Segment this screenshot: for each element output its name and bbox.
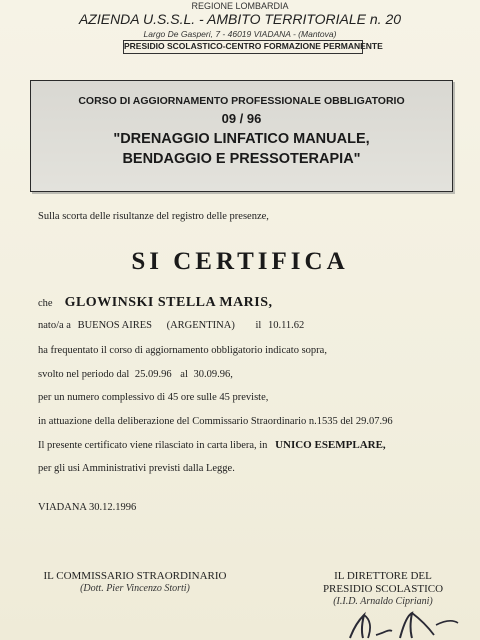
deliberation-text: in attuazione della deliberazione del Commissario Straordinario n.1535 del 29.07.96 xyxy=(38,416,393,427)
director-name: (I.I.D. Arnaldo Cipriani) xyxy=(333,596,433,607)
course-title: CORSO DI AGGIORNAMENTO PROFESSIONALE OBBLIGATORIO xyxy=(78,95,405,107)
release-line xyxy=(38,439,386,451)
handwritten-signature xyxy=(336,605,476,640)
period-line xyxy=(38,369,233,380)
birth-il: il xyxy=(255,320,262,331)
frequentato-text: ha frequentato il corso di aggiornamento obbligatorio indicato sopra, xyxy=(38,345,327,356)
commissioner-title: IL COMMISSARIO STRAORDINARIO xyxy=(43,570,227,582)
che-label: che xyxy=(38,298,53,309)
unique-copy-label: UNICO ESEMPLARE, xyxy=(275,439,386,451)
signature-block-right xyxy=(300,570,466,607)
period-prefix: svolto nel periodo dal xyxy=(38,369,130,380)
certifica-heading: SI CERTIFICA xyxy=(131,248,349,275)
intro-text: Sulla scorta delle risultanze del registro delle presenze, xyxy=(38,211,269,222)
period-date-to: 30.09.96, xyxy=(193,369,233,380)
certified-person-line xyxy=(38,293,273,311)
birth-city: BUENOS AIRES xyxy=(77,320,152,331)
period-al: al xyxy=(180,369,188,380)
birth-prefix: nato/a a xyxy=(38,320,71,331)
agency-address: Largo De Gasperi, 7 - 46019 VIADANA - (Mantova) xyxy=(143,29,337,39)
period-date-from: 25.09.96 xyxy=(134,369,172,380)
usage-text: per gli usi Amministrativi previsti dalla Legge. xyxy=(38,463,235,474)
birth-country: (ARGENTINA) xyxy=(166,320,235,331)
agency-title: AZIENDA U.S.S.L. - AMBITO TERRITORIALE n. 20 xyxy=(78,11,402,27)
presidio-banner: PRESIDIO SCOLASTICO-CENTRO FORMAZIONE PERMANENTE xyxy=(123,40,363,54)
director-title-line2: PRESIDIO SCOLASTICO xyxy=(322,583,444,595)
birth-date: 10.11.62 xyxy=(267,320,305,331)
course-name-line1: "DRENAGGIO LINFATICO MANUALE, xyxy=(113,131,370,147)
course-code: 09 / 96 xyxy=(221,111,262,126)
commissioner-name: (Dott. Pier Vincenzo Storti) xyxy=(80,583,190,594)
release-text: Il presente certificato viene rilasciato in carta libera, in xyxy=(38,440,268,451)
director-title-line1: IL DIRETTORE DEL xyxy=(334,570,432,582)
region-label: REGIONE LOMBARDIA xyxy=(191,1,289,11)
place-date: VIADANA 30.12.1996 xyxy=(38,502,137,513)
certified-person-name: GLOWINSKI STELLA MARIS, xyxy=(64,295,273,310)
birth-line xyxy=(38,320,304,331)
signature-block-left xyxy=(32,570,238,594)
hours-text: per un numero complessivo di 45 ore sulle 45 previste, xyxy=(38,392,269,403)
course-name-line2: BENDAGGIO E PRESSOTERAPIA" xyxy=(122,151,361,167)
